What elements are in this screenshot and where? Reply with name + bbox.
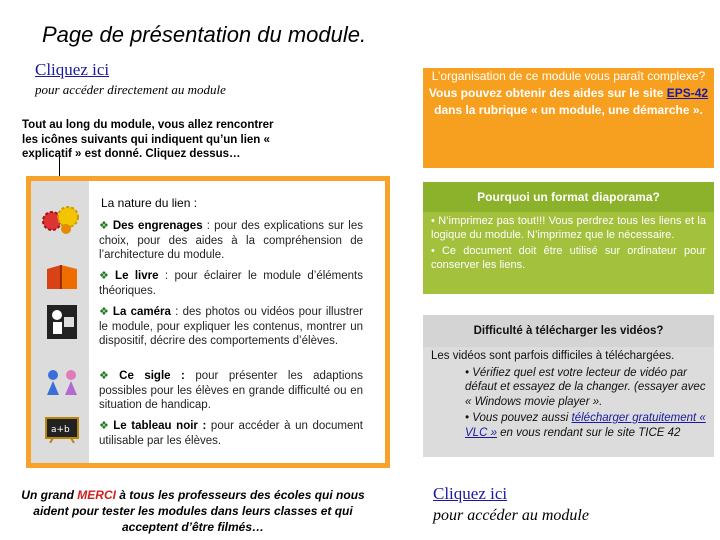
icon-legend-panel [26,176,390,468]
diamond-bullet-icon: ❖ [99,270,113,282]
vlc-download-link[interactable]: télécharger gratuitement « VLC » [465,412,706,439]
diaporama-tip-1: • N’imprimez pas tout!!! Vous perdrez tous les liens et la logique du module. N’imprimez que le nécessaire. [431,215,706,241]
video-heading: Difficulté à télécharger les vidéos? [423,315,714,347]
video-tip-1: • Vérifiez quel est votre lecteur de vidéo par défaut et essayez de la changer. (essayer avec « Windows movie player ». [465,366,706,408]
help-line1: L’organisation de ce module vous paraît complexe? [431,69,706,83]
camera-icon[interactable] [47,305,77,339]
bottom-link[interactable]: Cliquez ici [433,484,508,503]
top-link-subtitle: pour accéder directement au module [35,82,226,97]
book-icon[interactable] [45,263,79,291]
diaporama-tip-2: • Ce document doit être utilisé sur ordinateur pour conserver les liens. [431,245,706,271]
diamond-bullet-icon: ❖ [99,420,111,432]
diamond-bullet-icon: ❖ [99,306,110,318]
svg-text:a+b: a+b [51,425,70,435]
help-box: L’organisation de ce module vous paraît complexe? Vous pouvez obtenir des aides sur le site EPS-42 dans la rubrique « un module, une démarche ». [423,68,714,168]
legend-item-sign: ❖ Ce sigle : pour présenter les adaptions possibles pour les élèves en grande difficulté ou en situation de handicap. [99,370,363,411]
legend-item-blackboard: ❖ Le tableau noir : pour accéder à un document utilisable par les élèves. [99,420,363,447]
bottom-link-subtitle: pour accéder au module [433,507,589,524]
video-tip-2: • Vous pouvez aussi télécharger gratuitement « VLC » en vous rendant sur le site TICE 42 [465,412,706,439]
diamond-bullet-icon: ❖ [99,220,110,232]
eps42-link[interactable]: EPS-42 [666,86,709,100]
blackboard-icon[interactable] [45,417,79,443]
page-title: Page de présentation du module. [42,22,367,47]
thanks-note: Un grand MERCI à tous les professeurs des écoles qui nous aident pour tester les modules dans leurs classes et qui acceptent d’être filmés… [21,488,365,534]
diaporama-heading: Pourquoi un format diaporama? [423,182,714,212]
panel-heading: La nature du lien : [101,196,198,210]
legend-item-gears: ❖ Des engrenages : pour des explications sur les choix, pour des aides à la compréhension de l’architecture du module. [99,220,363,261]
legend-item-book: ❖ Le livre : pour éclairer le module d’éléments théoriques. [99,270,363,297]
legend-item-camera: ❖ La caméra : des photos ou vidéos pour illustrer le module, pour expliquer les contenus, montrer un dispositif, décrire des comportements d’élèves. [99,306,363,347]
diaporama-body [423,212,714,294]
diamond-bullet-icon: ❖ [99,370,117,382]
video-intro: Les vidéos sont parfois difficiles à téléchargées. [431,350,675,362]
intro-text: Tout au long du module, vous allez rencontrer les icônes suivants qui indiquent qu’un lien « explicatif » est donné. Cliquez dessus… [22,119,274,160]
video-body [423,347,714,457]
icon-column [31,181,89,463]
top-link[interactable]: Cliquez ici [35,60,110,79]
gears-icon[interactable] [40,205,84,235]
merci-word: MERCI [77,488,116,502]
sign-icon[interactable] [43,367,83,397]
